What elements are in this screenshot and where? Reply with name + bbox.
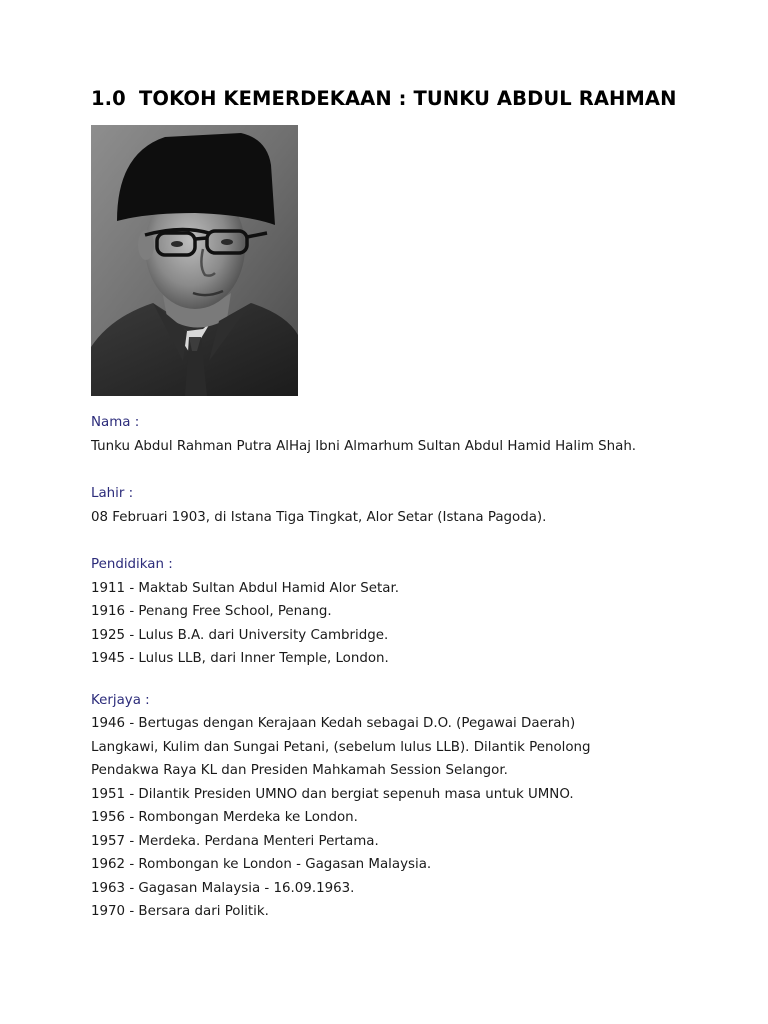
kerjaya-item: 1970 - Bersara dari Politik. xyxy=(91,904,269,919)
section-number: 1.0 xyxy=(91,87,126,110)
kerjaya-item: 1956 - Rombongan Merdeka ke London. xyxy=(91,810,358,825)
kerjaya-item: 1962 - Rombongan ke London - Gagasan Malaysia. xyxy=(91,857,432,872)
kerjaya-item: 1957 - Merdeka. Perdana Menteri Pertama. xyxy=(91,833,379,849)
pendidikan-section xyxy=(91,553,731,671)
pendidikan-item: 1945 - Lulus LLB, dari Inner Temple, London. xyxy=(91,651,389,666)
lahir-section xyxy=(91,482,731,529)
lahir-value: 08 Februari 1903, di Istana Tiga Tingkat, Alor Setar (Istana Pagoda). xyxy=(91,509,547,525)
kerjaya-section xyxy=(91,689,731,924)
pendidikan-item: 1925 - Lulus B.A. dari University Cambridge. xyxy=(91,627,389,643)
lahir-label: Lahir : xyxy=(91,486,134,501)
pendidikan-item: 1916 - Penang Free School, Penang. xyxy=(91,604,332,619)
section-title: TOKOH KEMERDEKAAN : TUNKU ABDUL RAHMAN xyxy=(139,87,677,110)
nama-section xyxy=(91,411,731,458)
portrait-photo xyxy=(91,125,298,396)
pendidikan-item: 1911 - Maktab Sultan Abdul Hamid Alor Setar. xyxy=(91,580,400,596)
pendidikan-label: Pendidikan : xyxy=(91,557,173,572)
nama-label: Nama : xyxy=(91,415,140,430)
kerjaya-item: 1946 - Bertugas dengan Kerajaan Kedah sebagai D.O. (Pegawai Daerah) Langkawi, Kulim dan Sungai Petani, (sebelum lulus LLB). Dilantik Penolong Pendakwa Raya KL dan Presiden Mahkamah Session Selangor. xyxy=(91,716,591,778)
section-heading xyxy=(91,86,731,112)
document-page xyxy=(91,86,731,924)
nama-value: Tunku Abdul Rahman Putra AlHaj Ibni Almarhum Sultan Abdul Hamid Halim Shah. xyxy=(91,438,637,454)
kerjaya-item: 1963 - Gagasan Malaysia - 16.09.1963. xyxy=(91,880,355,896)
kerjaya-label: Kerjaya : xyxy=(91,692,150,708)
kerjaya-item: 1951 - Dilantik Presiden UMNO dan bergiat sepenuh masa untuk UMNO. xyxy=(91,786,574,802)
